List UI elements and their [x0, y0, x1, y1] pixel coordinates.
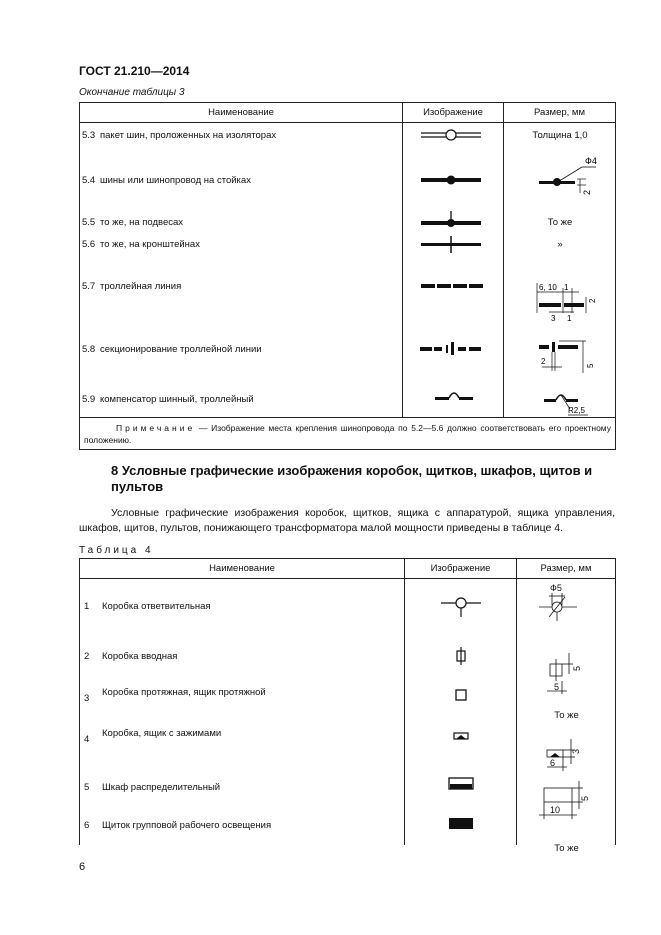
- row-number: 5.9: [82, 394, 96, 405]
- dims-5: [539, 781, 590, 819]
- row-name: Коробка вводная: [102, 651, 178, 662]
- trolley-line-symbol: [421, 284, 483, 288]
- dim-label: 1: [564, 283, 569, 292]
- dim-label: 6: [550, 758, 556, 768]
- table-row: [82, 687, 266, 704]
- row-name: секционирование троллейной линии: [100, 344, 262, 355]
- column-header-name: Наименование: [80, 103, 403, 123]
- dims-2: [547, 653, 582, 694]
- bus-on-brackets-symbol: [421, 236, 481, 253]
- table-row: [80, 217, 400, 228]
- row-number: 5: [84, 782, 90, 793]
- table4-body-row: [80, 579, 616, 846]
- table4-header-row: [80, 559, 616, 579]
- row-number: 2: [84, 651, 90, 662]
- table-row: [80, 175, 400, 186]
- lighting-panel-symbol: [449, 818, 473, 829]
- table-row: [80, 344, 400, 355]
- input-box-symbol: [457, 647, 465, 665]
- junction-box-symbol: [441, 598, 481, 617]
- column-header-image: Изображение: [405, 559, 517, 579]
- dim-label: 5: [580, 795, 590, 801]
- row-number: 3: [84, 693, 90, 704]
- row-name: компенсатор шинный, троллейный: [100, 394, 254, 405]
- column-header-size: Размер, мм: [517, 559, 616, 579]
- dims-5-9: [544, 395, 588, 415]
- dims-1: [539, 583, 577, 621]
- dim-label: 1: [567, 314, 572, 323]
- dim-label: 2: [588, 298, 597, 303]
- table3-note: [80, 418, 616, 450]
- row-name: Коробка ответвительная: [102, 601, 211, 612]
- row-number: 6: [84, 820, 90, 831]
- table3: [79, 102, 616, 450]
- dim-label: 5: [572, 665, 582, 671]
- dim-label: 2: [541, 357, 546, 366]
- size-value: То же: [554, 843, 579, 854]
- table-row: [82, 601, 211, 612]
- table4: [79, 558, 616, 854]
- dims-5-7: [537, 283, 597, 323]
- row-name: то же, на подвесах: [100, 217, 184, 228]
- note-label: Примечание: [116, 423, 196, 433]
- table3-header-row: [80, 103, 616, 123]
- trolley-section-symbol: [420, 342, 481, 355]
- row-name: троллейная линия: [100, 281, 182, 292]
- dim-label: 6, 10: [539, 283, 557, 292]
- row-number: 5.6: [82, 239, 96, 250]
- image-column: [405, 579, 517, 846]
- dimension-drawings: [504, 123, 616, 417]
- row-name: то же, на кронштейнах: [100, 239, 200, 250]
- section-paragraph: Условные графические изображения коробок, щитков, ящика с аппаратурой, ящика управления, шкафов, щитов, пультов, понижающего трансформатора малой мощности приведены в таблице 4.: [79, 507, 615, 534]
- table-row: [80, 281, 400, 292]
- dimension-drawings: [517, 579, 616, 845]
- row-name: Коробка протяжная, ящик протяжной: [102, 687, 266, 698]
- bus-on-hangers-symbol: [421, 211, 481, 227]
- row-number: 5.4: [82, 175, 96, 186]
- name-column: [80, 579, 405, 846]
- dim-label: 3: [571, 748, 581, 754]
- table4-caption: Таблица 4: [79, 545, 154, 556]
- table-row: [80, 394, 400, 405]
- name-column: [80, 123, 403, 418]
- dim-label: Ф5: [550, 583, 562, 593]
- dim-label: 10: [550, 805, 561, 815]
- dims-5-8: [539, 341, 595, 373]
- size-column: [517, 579, 616, 854]
- column-header-image: Изображение: [403, 103, 504, 123]
- size-value: Толщина 1,0: [532, 130, 588, 141]
- document-header: ГОСТ 21.210—2014: [79, 64, 190, 78]
- row-name: Коробка, ящик с зажимами: [102, 728, 222, 739]
- image-column: [403, 123, 504, 418]
- table-row: [80, 130, 400, 141]
- row-number: 5.7: [82, 281, 96, 292]
- table3-body-row: [80, 123, 616, 418]
- page-number: 6: [79, 861, 86, 873]
- section-heading: 8 Условные графические изображения коробок, щитков, шкафов, щитов и пультов: [111, 463, 593, 494]
- table-row: [80, 239, 400, 250]
- row-number: 4: [84, 734, 90, 745]
- distribution-cabinet-symbol: [449, 778, 473, 789]
- dim-label: 5: [586, 363, 595, 368]
- row-name: шины или шинопровод на стойках: [100, 175, 251, 186]
- size-value: То же: [547, 217, 573, 228]
- bus-pack-symbol: [421, 130, 481, 140]
- size-column: [504, 123, 616, 418]
- row-number: 5.5: [82, 217, 96, 228]
- row-name: Шкаф распределительный: [102, 782, 221, 793]
- table-row: [82, 728, 222, 745]
- compensator-symbol: [435, 393, 473, 400]
- dims-5-4: [539, 156, 597, 195]
- column-header-name: Наименование: [80, 559, 405, 579]
- symbol-drawings: [405, 579, 517, 845]
- row-name: пакет шин, проложенных на изоляторах: [100, 130, 277, 141]
- row-number: 1: [84, 601, 90, 612]
- dim-label: 3: [551, 314, 556, 323]
- row-name: Щиток групповой рабочего освещения: [102, 820, 272, 831]
- dim-label: Ф4: [585, 156, 597, 166]
- dim-label: 5: [554, 682, 560, 692]
- size-value: »: [557, 239, 563, 250]
- symbol-drawings: [403, 123, 504, 417]
- dim-label: R2,5: [568, 406, 585, 415]
- table-row: [82, 782, 220, 793]
- pull-box-symbol: [456, 690, 466, 700]
- row-number: 5.3: [82, 130, 96, 141]
- table-row: [82, 651, 177, 662]
- bus-on-posts-symbol: [421, 176, 481, 185]
- table-row: [82, 820, 271, 831]
- table3-note-row: [80, 418, 616, 450]
- table3-caption: Окончание таблицы 3: [79, 87, 185, 98]
- size-value: То же: [554, 710, 579, 721]
- dim-label: 2: [582, 189, 592, 195]
- dims-4: [547, 739, 581, 771]
- terminal-box-symbol: [454, 733, 468, 739]
- row-number: 5.8: [82, 344, 96, 355]
- column-header-size: Размер, мм: [504, 103, 616, 123]
- note-text: — Изображение места крепления шинопровода по 5.2—5.6 должно соответствовать его проектному положению.: [84, 423, 611, 445]
